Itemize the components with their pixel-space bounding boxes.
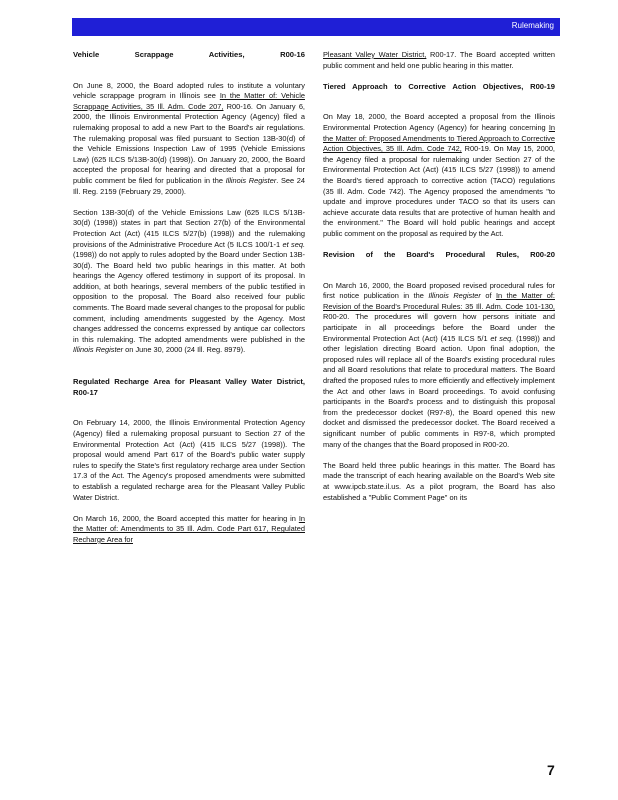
paragraph: On March 16, 2000, the Board proposed revised procedural rules for first notice publication in the Illinois Register of In the Matter of: Revision of the Board's Procedural Rules: 35 Ill. Adm. Code 101-130, R00-20. The procedures will govern how persons initiate and participate in all proceedings before the Board under the Environmental Protection Act (Act) (415 ILCS 5/1 et seq. (1998)) and other legislation directing Board action. Upon final adoption, the proposed rules will replace all of the Board's existing procedural rules and all Board resolutions that relate to procedural matters. The Board drafted the proposed rules to more efficiently and effectively implement the Act and other laws in Board proceedings. To avoid confusing participants in the Board's process and to distinguish this proposal from the predecessor docket (R97-8), the Board opened this new docket and dismissed the predecessor docket. The Board received a significant number of public comments in R97-8, which prompted many of the changes that the Board proposed in R00-20. [323, 280, 555, 449]
case-citation: In the Matter of: Amendments to 35 Ill. Adm. Code Part 617, Regulated Recharge Area for [73, 513, 305, 544]
paragraph: Section 13B-30(d) of the Vehicle Emissions Law (625 ILCS 5/13B-30(d) (1998)) states in part that Section 27(b) of the Environmental Protection Act (Act) (415 ILCS 5/27(b) (1998)) and the rulemaking provisions of the Administrative Procedure Act (5 ILCS 100/1-1 et seq. (1998)) do not apply to rules adopted by the Board under Section 13B-30(d). The Board held two public hearings in this matter. At both hearings the Agency offered testimony in support of its proposal. In addition, at both hearings, several members of the public testified in opposition to the proposal. The Board also received four public comments. The Board made several changes to the proposal for public comment, including amendments suggested by the Agency. Most changes addressed the concerns expressed by antique car collectors in this rulemaking. The adopted amendments were published in the Illinois Register on June 30, 2000 (24 Ill. Reg. 8979). [73, 207, 306, 355]
section-heading-r00-16: Vehicle Scrappage Activities, R00-16 [73, 50, 305, 59]
paragraph: On March 16, 2000, the Board accepted this matter for hearing in In the Matter of: Amendments to 35 Ill. Adm. Code Part 617, Regulated Recharge Area for [73, 513, 305, 544]
page-number: 7 [547, 762, 555, 778]
section-heading-r00-17: Regulated Recharge Area for Pleasant Valley Water District, R00-17 [73, 377, 305, 397]
section-heading-r00-19: Tiered Approach to Corrective Action Objectives, R00-19 [323, 81, 555, 91]
case-citation: In the Matter of: Revision of the Board's Procedural Rules: 35 Ill. Adm. Code 101-130, [323, 291, 555, 311]
paragraph: The Board held three public hearings in this matter. The Board has made the transcript of each hearing available on the Board's Web site at www.ipcb.state.il.us. As a pilot program, the Board has also established a "Public Comment Page" on its [323, 460, 555, 502]
publication-title: Illinois Register [225, 175, 277, 185]
case-citation: Pleasant Valley Water District, [323, 50, 427, 59]
paragraph: On June 8, 2000, the Board adopted rules to institute a voluntary vehicle scrappage program in Illinois see In the Matter of: Vehicle Scrappage Activities, 35 Ill. Adm. Code 207, R00-16. On January 6, 2000, the Illinois Environmental Protection Agency (Agency) filed a rulemaking proposal to add a new Part to the Board's air regulations. The rulemaking proposal was filed pursuant to Section 13B-30(d) of the Vehicle Emissions Inspection Law of 1995 (Vehicle Emissions Law) (625 ILCS 5/13B-30(d) (1998)). On January 20, 2000, the Board accepted the proposal for hearing and directed that a proposal for public comment be filed for publication in the Illinois Register. See 24 Ill. Reg. 2159 (February 29, 2000). [73, 80, 305, 196]
case-citation: In the Matter of: Proposed Amendments to Tiered Approach to Corrective Action Objectives, 35 Ill. Adm. Code 742, [323, 122, 555, 154]
case-citation: In the Matter of: Vehicle Scrappage Activities, 35 Ill. Adm. Code 207, [73, 91, 305, 111]
paragraph: On February 14, 2000, the Illinois Environmental Protection Agency (Agency) filed a rulemaking proposal pursuant to Section 27 of the Environmental Protection Act (Act) (415 ILCS 5/27 (1998)). The proposal would amend Part 617 of the Board's public water supply rules to specify the State's first regulatory recharge area under Section 17.3 of the Act. The Agency's proposed amendments were submitted to establish a regulated recharge area for the Pleasant Valley Public Water District. [73, 418, 305, 502]
header-banner [72, 18, 560, 36]
section-heading-r00-20: Revision of the Board's Procedural Rules, R00-20 [323, 250, 555, 260]
paragraph: On May 18, 2000, the Board accepted a proposal from the Illinois Environmental Protection Agency (Agency) for hearing concerning In the Matter of: Proposed Amendments to Tiered Approach to Corrective Action Objectives, 35 Ill. Adm. Code 742, R00-19. On May 15, 2000, the Agency filed a proposal for rulemaking under Section 27 of the Environmental Protection Act (Act) (415 ILCS 5/27 (1998)) to amend the Board's tiered approach to corrective action (TACO) regulations (35 Ill. Adm. Code 742). The Agency proposed the amendments "to update and improve procedures under TACO so that its users can achieve accurate data results that are protective of human health and the environment." The Board will hold public hearings and accept public comment on the proposal as required by the Act. [323, 112, 555, 238]
publication-title: Illinois Register [73, 345, 124, 355]
right-column [323, 50, 555, 514]
header-label: Rulemaking [511, 21, 554, 30]
publication-title: Illinois Register [428, 291, 481, 301]
paragraph: Pleasant Valley Water District, R00-17. The Board accepted written public comment and held one public hearing in this matter. [323, 50, 555, 70]
left-column [73, 50, 305, 556]
